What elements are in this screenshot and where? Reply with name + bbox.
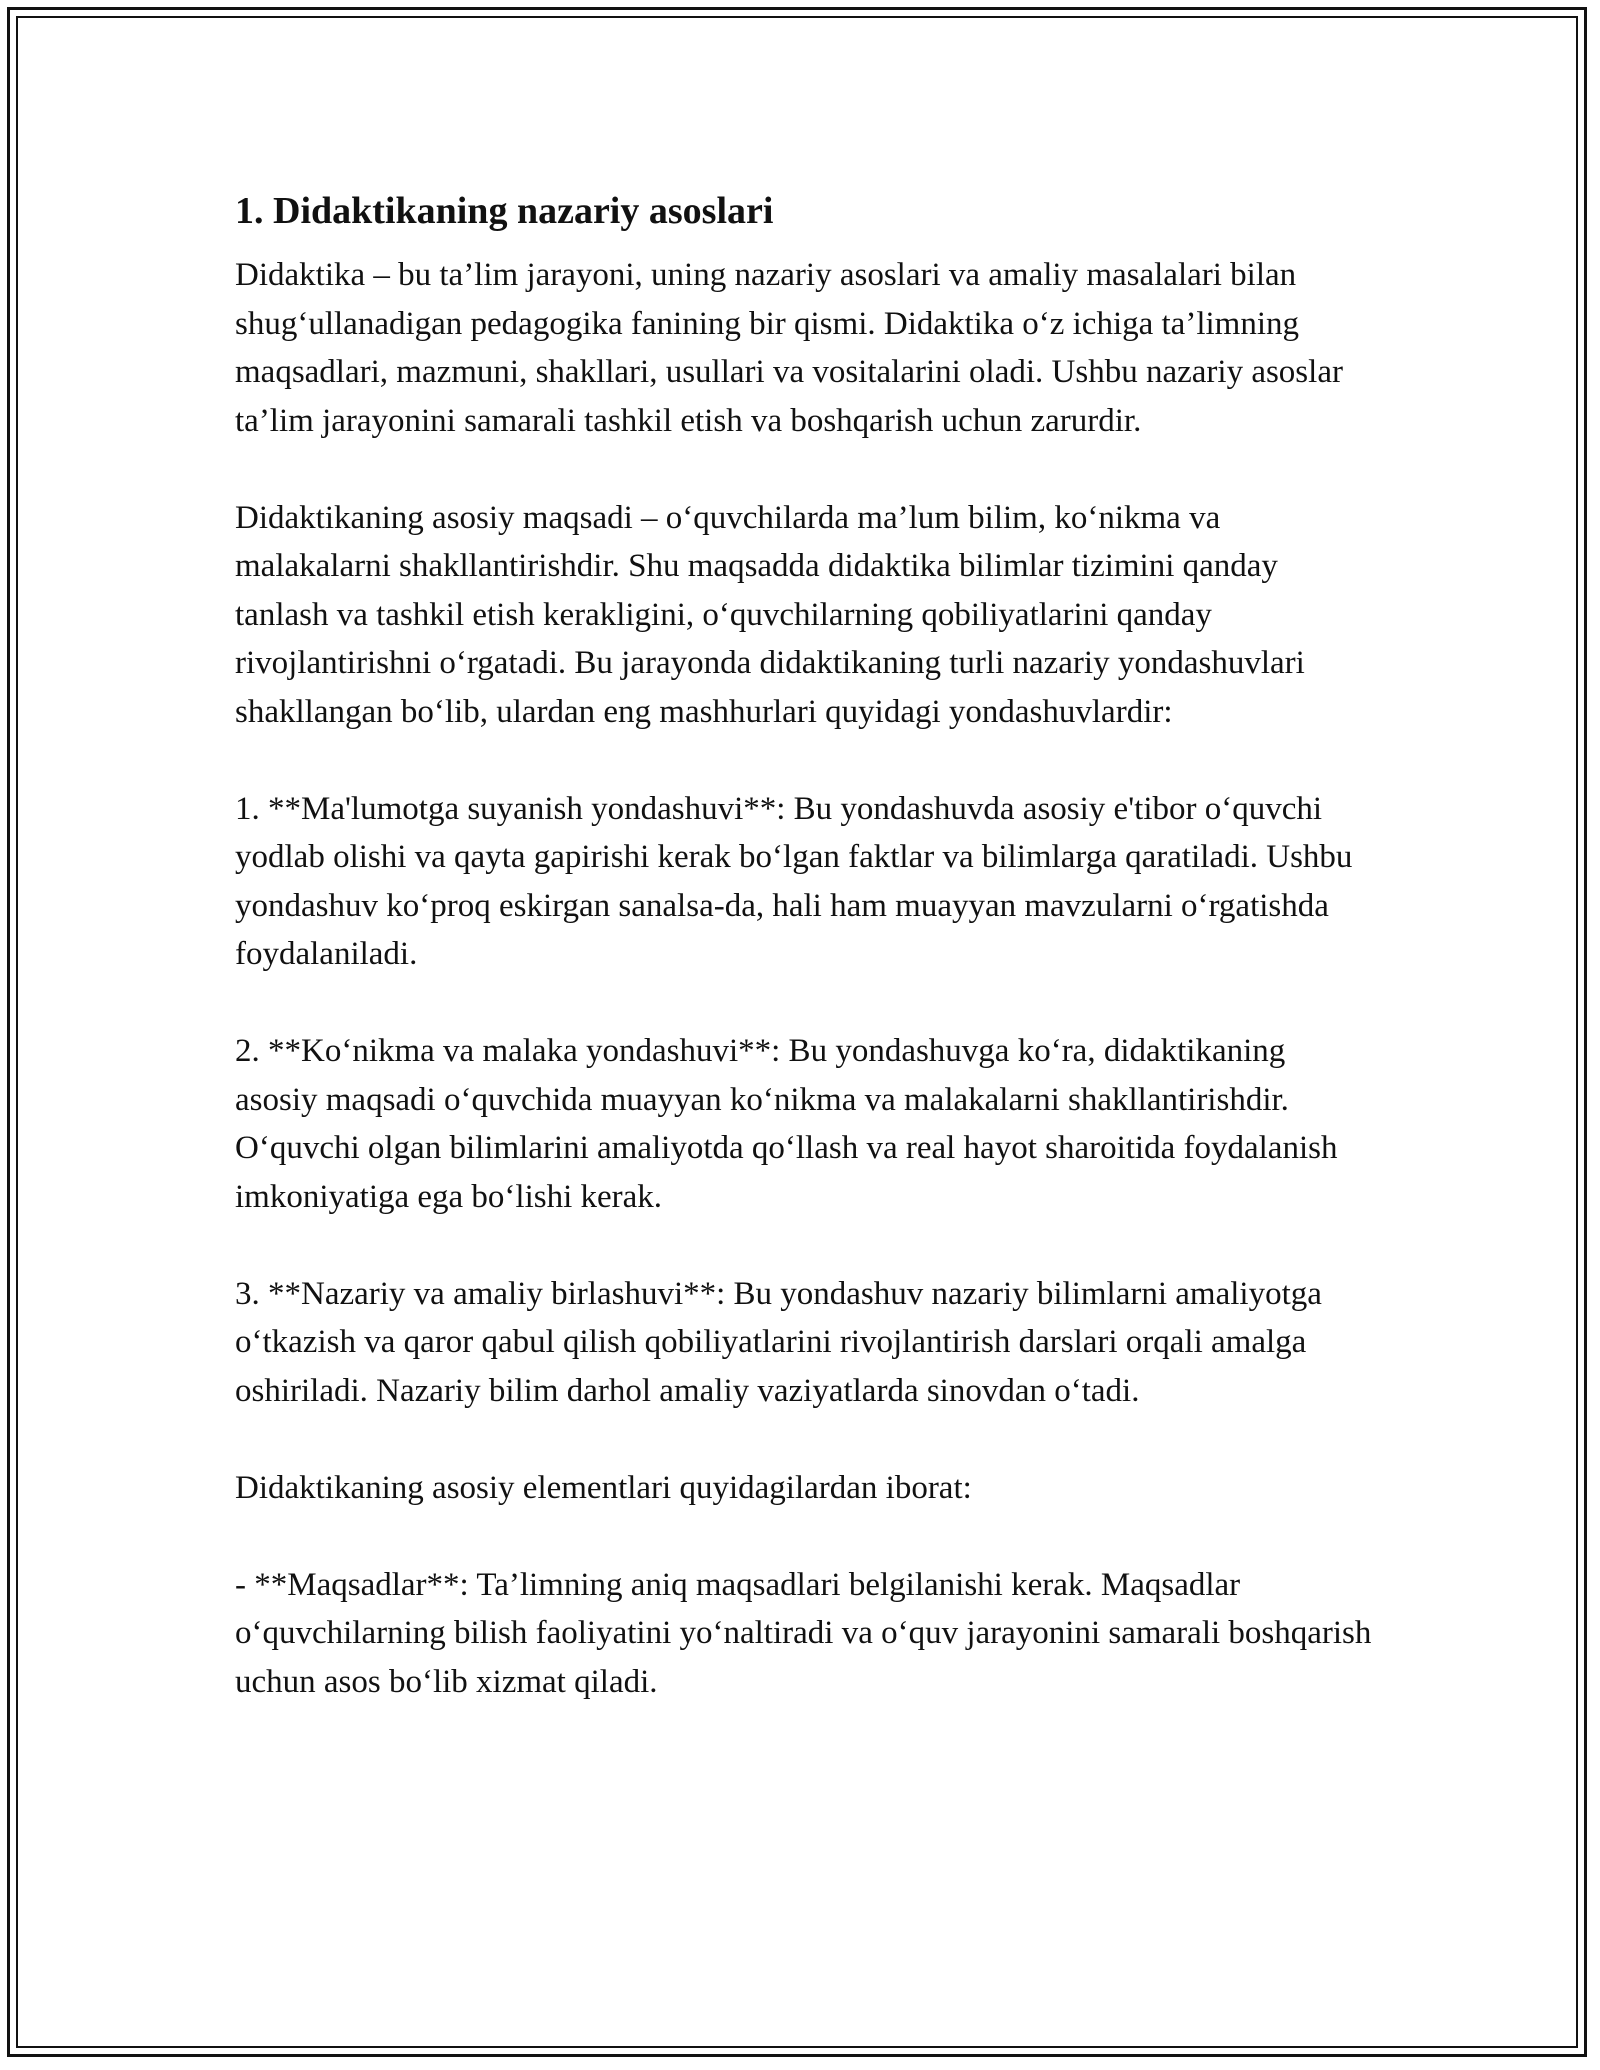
paragraph-main-goal: Didaktikaning asosiy maqsadi – o‘quvchilarda ma’lum bilim, ko‘nikma va malakalarni shakllantirishdir. Shu maqsadda didaktika bilimlar tizimini qanday tanlash va tashkil etish kerakligini, o‘quvchilarning qobiliyatlarini qanday rivojlantirishni o‘rgatadi. Bu jarayonda didaktikaning turli nazariy yondashuvlari shakllangan bo‘lib, ulardan eng mashhurlari quyidagi yondashuvlardir: [235, 499, 1305, 730]
paragraph-approach-1: 1. **Ma'lumotga suyanish yondashuvi**: Bu yondashuvda asosiy e'tibor o‘quvchi yodlab olishi va qayta gapirishi kerak bo‘lgan faktlar va bilimlarga qaratiladi. Ushbu yondashuv ko‘proq eskirgan sanalsa-da, hali ham muayyan mavzularni o‘rgatishda foydalaniladi. [235, 790, 1353, 972]
paragraph-goals-element: - **Maqsadlar**: Ta’limning aniq maqsadlari belgilanishi kerak. Maqsadlar o‘quvchilarning bilish faoliyatini yo‘naltiradi va o‘quv jarayonini samarali boshqarish uchun asos bo‘lib xizmat qiladi. [235, 1566, 1372, 1700]
paragraph-elements-intro: Didaktikaning asosiy elementlari quyidagilardan iborat: [235, 1469, 972, 1506]
document-body [235, 185, 1375, 1755]
paragraph-definition: Didaktika – bu ta’lim jarayoni, uning nazariy asoslari va amaliy masalalari bilan shug‘ullanadigan pedagogika fanining bir qismi. Didaktika o‘z ichiga ta’limning maqsadlari, mazmuni, shakllari, usullari va vositalarini oladi. Ushbu nazariy asoslar ta’lim jarayonini samarali tashkil etish va boshqarish uchun zarurdir. [235, 257, 1343, 439]
paragraph-approach-3: 3. **Nazariy va amaliy birlashuvi**: Bu yondashuv nazariy bilimlarni amaliyotga o‘tkazish va qaror qabul qilish qobiliyatlarini rivojlantirish darslari orqali amalga oshiriladi. Nazariy bilim darhol amaliy vaziyatlarda sinovdan o‘tadi. [235, 1275, 1322, 1409]
paragraph-approach-2: 2. **Ko‘nikma va malaka yondashuvi**: Bu yondashuvga ko‘ra, didaktikaning asosiy maqsadi o‘quvchida muayyan ko‘nikma va malakalarni shakllantirishdir. O‘quvchi olgan bilimlarini amaliyotda qo‘llash va real hayot sharoitida foydalanish imkoniyatiga ega bo‘lishi kerak. [235, 1033, 1338, 1215]
section-heading: 1. Didaktikaning nazariy asoslari [235, 190, 774, 232]
